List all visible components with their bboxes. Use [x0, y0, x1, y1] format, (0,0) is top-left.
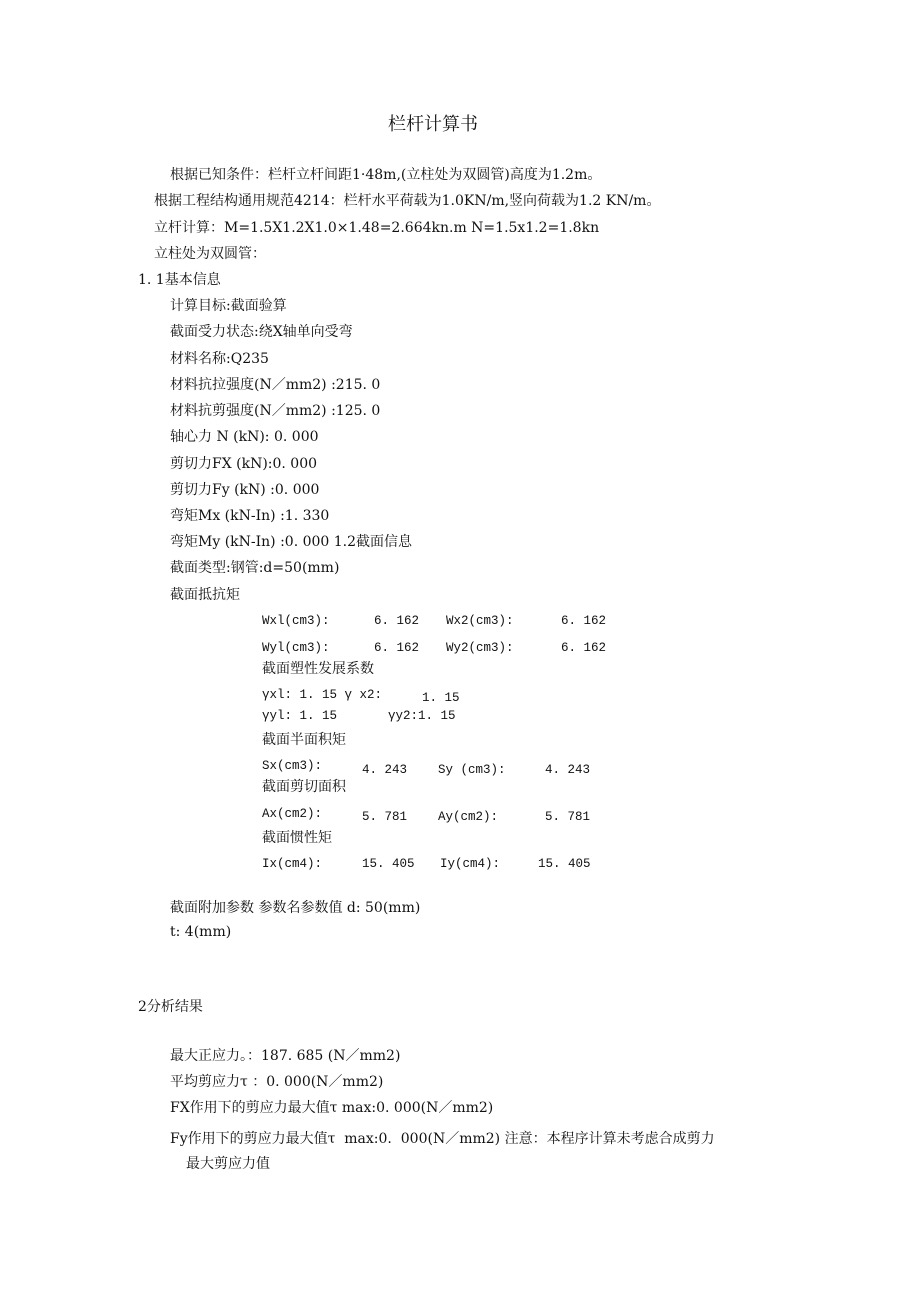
sy-label: Sy (cm3): [438, 763, 506, 777]
wy2-value: 6. 162 [561, 641, 607, 655]
ay-label: Ay(cm2): [438, 810, 499, 824]
sx-label: Sx(cm3): [262, 759, 323, 773]
section-modulus-heading: 截面抵抗矩 [170, 587, 240, 603]
ix-value: 15. 405 [362, 857, 415, 871]
sy-value: 4. 243 [545, 763, 591, 777]
gamma-x2-value: 1. 15 [422, 691, 460, 705]
wx1-value: 6. 162 [374, 614, 420, 628]
fx-shear-stress: FX作用下的剪应力最大值τ max:0. 000(N／mm2) [170, 1100, 494, 1116]
intro-line-3: 立杆计算：M=1.5X1.2X1.0×1.48=2.664kn.m N=1.5x1.2=1.8kn [154, 220, 600, 236]
material-name: 材料名称:Q235 [170, 351, 269, 367]
ix-label: Ix(cm4): [262, 857, 323, 871]
shear-area-heading: 截面剪切面积 [262, 779, 346, 795]
shear-force-fx: 剪切力FX (kN):0. 000 [170, 456, 318, 472]
thickness: t: 4(mm) [170, 924, 232, 940]
inertia-heading: 截面惯性矩 [262, 830, 332, 846]
ay-value: 5. 781 [545, 810, 591, 824]
shear-force-fy: 剪切力Fy (kN) :0. 000 [170, 482, 320, 498]
plastic-coefficient-heading: 截面塑性发展系数 [262, 661, 374, 677]
iy-label: Iy(cm4): [440, 857, 501, 871]
wx2-value: 6. 162 [561, 614, 607, 628]
wy2-label: Wy2(cm3): [446, 641, 514, 655]
calc-target: 计算目标:截面验算 [170, 298, 287, 314]
fy-shear-stress: Fy作用下的剪应力最大值τ max:0. 000(N／mm2) 注意：本程序计算未考虑合成剪力 [170, 1131, 715, 1147]
wy1-label: Wyl(cm3): [262, 641, 330, 655]
section-1-heading: 1. 1基本信息 [138, 272, 221, 288]
fy-shear-stress-cont: 最大剪应力值 [186, 1156, 270, 1172]
ax-value: 5. 781 [362, 810, 408, 824]
section-2-heading: 2分析结果 [138, 999, 203, 1015]
ax-label: Ax(cm2): [262, 807, 323, 821]
gamma-y2: γy2:1. 15 [388, 709, 456, 723]
max-normal-stress: 最大正应力。：187. 685 (N／mm2) [170, 1048, 401, 1064]
sx-value: 4. 243 [362, 763, 408, 777]
stress-state: 截面受力状态:绕X轴单向受弯 [170, 324, 353, 340]
axial-force: 轴心力 N (kN): 0. 000 [170, 429, 319, 445]
section-type: 截面类型:钢管:d=50(mm) [170, 560, 340, 576]
intro-line-2: 根据工程结构通用规范4214：栏杆水平荷载为1.0KN/m,竖向荷载为1.2 KN/m。 [154, 193, 661, 209]
iy-value: 15. 405 [538, 857, 591, 871]
moment-my: 弯矩My (kN-In) :0. 000 1.2截面信息 [170, 534, 413, 550]
wy1-value: 6. 162 [374, 641, 420, 655]
wx1-label: Wxl(cm3): [262, 614, 330, 628]
static-moment-heading: 截面半面积矩 [262, 732, 346, 748]
tensile-strength: 材料抗拉强度(N／mm2) :215. 0 [170, 377, 381, 393]
wx2-label: Wx2(cm3): [446, 614, 514, 628]
intro-line-1: 根据已知条件：栏杆立杆间距1·48m,(立柱处为双圆管)高度为1.2m。 [170, 167, 602, 183]
moment-mx: 弯矩Mx (kN-In) :1. 330 [170, 508, 330, 524]
intro-line-4: 立柱处为双圆管： [154, 246, 266, 262]
page-title: 栏杆计算书 [388, 114, 478, 135]
gamma-y1: γyl: 1. 15 [262, 709, 338, 723]
extra-params: 截面附加参数 参数名参数值 d: 50(mm) [170, 900, 421, 916]
shear-strength: 材料抗剪强度(N／mm2) :125. 0 [170, 403, 381, 419]
avg-shear-stress: 平均剪应力τ ：0. 000(N／mm2) [170, 1074, 384, 1090]
gamma-x-line: γxl: 1. 15 γ x2: [262, 688, 383, 702]
